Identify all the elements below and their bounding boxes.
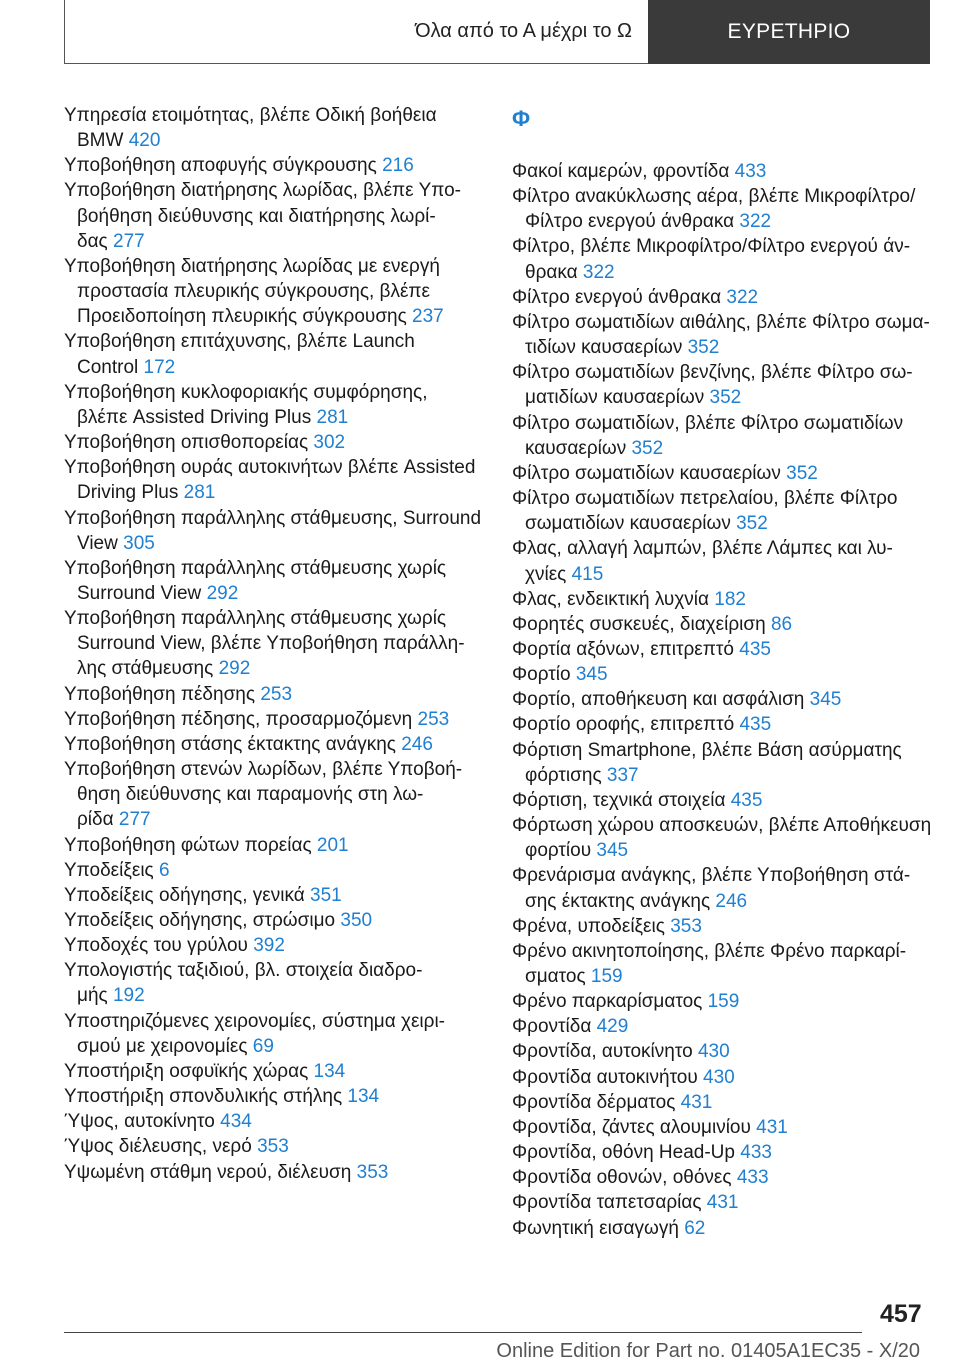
entry-text: Υποδείξεις οδήγησης, γενικά xyxy=(64,884,310,906)
index-entry xyxy=(512,989,932,1014)
index-entry xyxy=(512,1115,932,1140)
page-reference-link[interactable]: 302 xyxy=(313,432,346,454)
index-entry xyxy=(64,707,484,732)
entry-text: Surround View xyxy=(77,582,207,604)
footer-divider xyxy=(64,1332,862,1333)
entry-text: Driving Plus xyxy=(77,482,184,504)
index-entry xyxy=(512,738,932,788)
index-entry xyxy=(64,883,484,908)
entry-text: Φορτίο οροφής, επιτρεπτό xyxy=(512,714,740,736)
page-reference-link[interactable]: 420 xyxy=(128,130,161,152)
index-entry xyxy=(64,1084,484,1109)
index-entry xyxy=(64,380,484,430)
entry-text: σματος xyxy=(525,966,591,987)
entry-text: Φλας, αλλαγή λαμπών, βλέπε Λάμπες και λυ- xyxy=(512,538,893,560)
entry-text: ματιδίων καυσαερίων xyxy=(525,387,710,409)
entry-text: Φροντίδα δέρματος xyxy=(512,1091,681,1113)
entry-text: δας xyxy=(77,230,113,252)
index-entry xyxy=(512,587,932,612)
index-column-left xyxy=(64,103,484,1185)
entry-text: Υποβοήθηση φώτων πορείας xyxy=(64,834,317,856)
index-entry xyxy=(64,178,484,253)
entry-text: Φροντίδα, ζάντες αλουμινίου xyxy=(512,1116,757,1138)
entry-text: Φίλτρο σωματιδίων βενζίνης, βλέπε Φίλτρο σω- xyxy=(512,362,913,384)
page-reference-link[interactable]: 433 xyxy=(740,1142,772,1164)
page-header xyxy=(64,0,960,64)
entry-text: Φορτία αξόνων, επιτρεπτό xyxy=(512,638,740,660)
index-entry xyxy=(64,430,484,455)
entry-text: σμού με χειρονομίες xyxy=(77,1035,253,1057)
entry-text: Φρένο παρκαρίσματος xyxy=(512,991,708,1013)
entry-text: Υψωμένη στάθμη νερού, διέλευση xyxy=(64,1161,357,1183)
entry-text: Υποβοήθηση κυκλοφοριακής συμφόρησης, xyxy=(64,381,428,403)
entry-text: Φρένα, υποδείξεις xyxy=(512,915,671,937)
page-reference-link[interactable]: 430 xyxy=(697,1041,730,1063)
entry-text: Υποβοήθηση στενών λωρίδων, βλέπε Υποβοή- xyxy=(64,759,463,781)
index-entry xyxy=(64,254,484,329)
entry-text: βλέπε Assisted Driving Plus xyxy=(77,406,317,428)
entry-text: Φακοί καμερών, φροντίδα xyxy=(512,161,735,182)
page-reference-link[interactable]: 322 xyxy=(582,261,615,283)
entry-text: σωματιδίων καυσαερίων xyxy=(525,513,737,535)
entry-text: Υποβοήθηση παράλληλης στάθμευσης, Surround xyxy=(64,507,482,529)
index-entry xyxy=(512,712,932,737)
index-entry xyxy=(64,1134,484,1159)
index-entry xyxy=(512,637,932,662)
entry-text: Φίλτρο, βλέπε Μικροφίλτρο/Φίλτρο ενεργού άν- xyxy=(512,236,911,258)
index-entry xyxy=(64,757,484,832)
page-reference-link[interactable]: 159 xyxy=(590,966,623,987)
entry-text: Φίλτρο σωματιδίων αιθάλης, βλέπε Φίλτρο σωμα- xyxy=(512,311,930,333)
entry-text: Φροντίδα ταπετσαρίας xyxy=(512,1192,707,1214)
entry-text: Φόρτωση χώρου αποσκευών, βλέπε Αποθήκευση xyxy=(512,815,932,837)
entry-text: Υποδείξεις οδήγησης, στρώσιμο xyxy=(64,910,341,931)
index-entry xyxy=(512,536,932,586)
entry-text: Υποβοήθηση οπισθοπορείας xyxy=(64,432,314,454)
entry-text: φόρτισης xyxy=(525,764,607,786)
entry-text: Υποδείξεις xyxy=(64,859,159,881)
index-entry xyxy=(64,153,484,178)
entry-text: θηση διεύθυνσης και παραμονής στη λω- xyxy=(77,784,424,806)
entry-text: Υποβοήθηση διατήρησης λωρίδας, βλέπε Υπο- xyxy=(64,180,461,202)
page-reference-link[interactable]: 322 xyxy=(726,286,759,308)
entry-text: Φορτίο, αποθήκευση και ασφάλιση xyxy=(512,689,810,711)
page-reference-link[interactable]: 352 xyxy=(736,513,768,535)
page-reference-link[interactable]: 192 xyxy=(112,985,145,1007)
entry-text: σης έκτακτης ανάγκης xyxy=(525,890,716,912)
index-entry xyxy=(64,103,484,153)
index-entry xyxy=(512,411,932,461)
breadcrumb[interactable]: Όλα από το Α μέχρι το Ω xyxy=(64,0,648,64)
entry-text: Υποβοήθηση ουράς αυτοκινήτων βλέπε Assisted xyxy=(64,457,476,479)
page-reference-link[interactable]: 281 xyxy=(316,406,349,428)
index-entry xyxy=(512,486,932,536)
entry-text: μής xyxy=(77,985,113,1007)
index-entry xyxy=(512,1165,932,1190)
entry-text: Υποβοήθηση επιτάχυνσης, βλέπε Launch xyxy=(64,331,415,353)
index-entry xyxy=(64,682,484,707)
page-reference-link[interactable]: 322 xyxy=(739,211,772,233)
entry-text: Ύψος, αυτοκίνητο xyxy=(64,1111,221,1133)
entry-text: Φορτίο xyxy=(512,664,576,686)
index-entry xyxy=(512,1140,932,1165)
page-reference-link[interactable]: 352 xyxy=(631,437,664,459)
index-entry xyxy=(512,461,932,486)
entry-text: Προειδοποίηση πλευρικής σύγκρουσης xyxy=(77,306,413,328)
page-reference-link[interactable]: 431 xyxy=(756,1116,788,1138)
page-reference-link[interactable]: 237 xyxy=(412,306,444,328)
page-number: 457 xyxy=(880,1300,922,1328)
index-entry xyxy=(64,858,484,883)
entry-text: Φρένο ακινητοποίησης, βλέπε Φρένο παρκαρί- xyxy=(512,940,907,962)
tab-index[interactable]: ΕΥΡΕΤΗΡΙΟ xyxy=(648,0,930,64)
page-reference-link[interactable]: 345 xyxy=(809,689,842,711)
index-entry xyxy=(512,1090,932,1115)
entry-text: Υποβοήθηση παράλληλης στάθμευσης χωρίς xyxy=(64,608,447,630)
page-reference-link[interactable]: 172 xyxy=(143,356,176,378)
index-entry xyxy=(512,813,932,863)
index-entry xyxy=(512,1190,932,1215)
entry-text: Υποβοήθηση παράλληλης στάθμευσης χωρίς xyxy=(64,557,447,579)
index-entry xyxy=(64,1009,484,1059)
page-reference-link[interactable]: 352 xyxy=(786,462,818,484)
page-reference-link[interactable]: 433 xyxy=(734,161,767,182)
entry-text: Υποβοήθηση διατήρησης λωρίδας με ενεργή xyxy=(64,255,440,277)
index-entry xyxy=(64,958,484,1008)
entry-text: Φροντίδα οθονών, οθόνες xyxy=(512,1167,737,1189)
page-reference-link[interactable]: 350 xyxy=(340,910,373,931)
page-reference-link[interactable]: 431 xyxy=(706,1192,739,1214)
index-entries-right xyxy=(512,159,932,1241)
page-reference-link[interactable]: 159 xyxy=(707,991,740,1013)
entry-text: Φρενάρισμα ανάγκης, βλέπε Υποβοήθηση στά- xyxy=(512,865,911,887)
page-reference-link[interactable]: 435 xyxy=(739,638,771,660)
section-letter: Φ xyxy=(512,106,531,131)
entry-text: Υπολογιστής ταξιδιού, βλ. στοιχεία διαδρο- xyxy=(64,960,423,982)
page-reference-link[interactable]: 292 xyxy=(206,582,239,604)
page-reference-link[interactable]: 253 xyxy=(260,683,293,705)
entry-text: Φορητές συσκευές, διαχείριση xyxy=(512,613,771,635)
entry-text: View xyxy=(77,532,124,554)
page-reference-link[interactable]: 345 xyxy=(596,840,629,862)
index-entry xyxy=(512,159,932,184)
page-reference-link[interactable]: 69 xyxy=(252,1035,274,1057)
index-entry xyxy=(512,1039,932,1064)
page-reference-link[interactable]: 182 xyxy=(714,588,746,610)
index-entry xyxy=(512,234,932,284)
entry-text: Φίλτρο ανακύκλωσης αέρα, βλέπε Μικροφίλτρο/ xyxy=(512,186,916,208)
entry-text: Υποστήριξη σπονδυλικής στήλης xyxy=(64,1086,348,1108)
page-reference-link[interactable]: 246 xyxy=(401,733,433,755)
entry-text: Control xyxy=(77,356,144,378)
index-entry xyxy=(512,788,932,813)
entry-text: Φόρτιση, τεχνικά στοιχεία xyxy=(512,789,731,811)
page-reference-link[interactable]: 392 xyxy=(253,935,285,957)
page-reference-link[interactable]: 292 xyxy=(218,658,251,680)
index-entry xyxy=(512,662,932,687)
page-reference-link[interactable]: 431 xyxy=(680,1091,713,1113)
index-entry xyxy=(64,455,484,505)
page-reference-link[interactable]: 337 xyxy=(606,764,639,786)
page-reference-link[interactable]: 134 xyxy=(347,1086,380,1108)
page-reference-link[interactable]: 246 xyxy=(715,890,748,912)
page-reference-link[interactable]: 435 xyxy=(739,714,772,736)
page-reference-link[interactable]: 433 xyxy=(736,1167,769,1189)
page-reference-link[interactable]: 305 xyxy=(123,532,155,554)
page-reference-link[interactable]: 281 xyxy=(183,482,216,504)
footer-edition: Online Edition for Part no. 01405A1EC35 - X/20 xyxy=(496,1340,920,1362)
index-entry xyxy=(512,914,932,939)
index-entry xyxy=(64,933,484,958)
entry-text: τιδίων καυσαερίων xyxy=(525,337,688,359)
index-entry xyxy=(64,506,484,556)
page-reference-link[interactable]: 216 xyxy=(382,155,414,177)
index-entry xyxy=(512,285,932,310)
entry-text: καυσαερίων xyxy=(525,437,632,459)
entry-text: Φροντίδα, αυτοκίνητο xyxy=(512,1041,698,1063)
entry-text: BMW xyxy=(77,130,129,152)
entry-text: θρακα xyxy=(525,261,583,283)
index-entry xyxy=(64,606,484,681)
page-reference-link[interactable]: 253 xyxy=(417,708,450,730)
index-entry xyxy=(512,360,932,410)
entry-text: Φωνητική εισαγωγή xyxy=(512,1217,685,1239)
entry-text: Υποβοήθηση στάσης έκτακτης ανάγκης xyxy=(64,733,402,755)
page-reference-link[interactable]: 429 xyxy=(596,1016,629,1038)
entry-text: Ύψος διέλευσης, νερό xyxy=(64,1136,258,1158)
entry-text: Surround View, βλέπε Υποβοήθηση παράλλη- xyxy=(77,633,465,655)
page-reference-link[interactable]: 353 xyxy=(670,915,702,937)
index-entry xyxy=(64,908,484,933)
entry-text: Υποστηριζόμενες χειρονομίες, σύστημα χειρι- xyxy=(64,1010,446,1032)
page-reference-link[interactable]: 352 xyxy=(709,387,742,409)
index-entry xyxy=(512,687,932,712)
entry-text: ρίδα xyxy=(77,809,119,831)
page-reference-link[interactable]: 201 xyxy=(316,834,349,856)
entry-text: Φίλτρο ενεργού άνθρακα xyxy=(525,211,740,233)
page-reference-link[interactable]: 415 xyxy=(571,563,604,585)
entry-text: φορτίου xyxy=(525,840,597,862)
index-entry xyxy=(512,612,932,637)
entry-text: Φίλτρο σωματιδίων πετρελαίου, βλέπε Φίλτρο xyxy=(512,488,898,510)
page-reference-link[interactable]: 352 xyxy=(687,337,720,359)
index-entry xyxy=(64,1059,484,1084)
index-entry xyxy=(64,329,484,379)
entry-text: Υποβοήθηση πέδησης xyxy=(64,683,261,705)
page-reference-link[interactable]: 134 xyxy=(313,1060,346,1082)
index-entry xyxy=(64,1160,484,1185)
entry-text: Υποβοήθηση πέδησης, προσαρμοζόμενη xyxy=(64,708,418,730)
page-reference-link[interactable]: 435 xyxy=(730,789,763,811)
index-entry xyxy=(512,1216,932,1241)
page-reference-link[interactable]: 430 xyxy=(703,1066,735,1088)
entry-text: Φόρτιση Smartphone, βλέπε Βάση ασύρματης xyxy=(512,739,902,761)
entry-text: Φλας, ενδεικτική λυχνία xyxy=(512,588,715,610)
entry-text: χνίες xyxy=(525,563,572,585)
index-entry xyxy=(512,939,932,989)
index-entry xyxy=(512,310,932,360)
page-reference-link[interactable]: 434 xyxy=(220,1111,252,1133)
index-entry xyxy=(64,732,484,757)
page-reference-link[interactable]: 86 xyxy=(770,613,793,635)
index-entry xyxy=(64,1109,484,1134)
page-reference-link[interactable]: 351 xyxy=(310,884,342,906)
entry-text: Φροντίδα αυτοκινήτου xyxy=(512,1066,704,1088)
entry-text: Φίλτρο σωματιδίων, βλέπε Φίλτρο σωματιδίων xyxy=(512,412,904,434)
index-entry xyxy=(512,1065,932,1090)
entry-text: Φίλτρο ενεργού άνθρακα xyxy=(512,286,727,308)
page-reference-link[interactable]: 6 xyxy=(158,859,170,881)
entry-text: Υποστήριξη οσφυϊκής χώρας xyxy=(64,1060,314,1082)
entry-text: Υπηρεσία ετοιμότητας, βλέπε Οδική βοήθεια xyxy=(64,105,437,126)
entry-text: λης στάθμευσης xyxy=(77,658,219,680)
entry-text: βοήθηση διεύθυνσης και διατήρησης λωρί- xyxy=(77,205,436,227)
index-entry xyxy=(64,556,484,606)
page-reference-link[interactable]: 277 xyxy=(118,809,151,831)
index-column-right xyxy=(512,103,932,1241)
entry-text: Υποδοχές του γρύλου xyxy=(64,935,254,957)
page-reference-link[interactable]: 353 xyxy=(257,1136,289,1158)
entry-text: Υποβοήθηση αποφυγής σύγκρουσης xyxy=(64,155,383,177)
page-reference-link[interactable]: 62 xyxy=(684,1217,706,1239)
index-entry xyxy=(512,184,932,234)
entry-text: Φροντίδα xyxy=(512,1016,597,1038)
page-reference-link[interactable]: 277 xyxy=(113,230,145,252)
index-entry xyxy=(512,1014,932,1039)
entry-text: Φίλτρο σωματιδίων καυσαερίων xyxy=(512,462,787,484)
index-entry xyxy=(64,833,484,858)
entry-text: προστασία πλευρικής σύγκρουσης, βλέπε xyxy=(77,281,431,303)
page-reference-link[interactable]: 345 xyxy=(575,664,608,686)
index-entry xyxy=(512,863,932,913)
entry-text: Φροντίδα, οθόνη Head-Up xyxy=(512,1142,741,1164)
page-reference-link[interactable]: 353 xyxy=(356,1161,389,1183)
